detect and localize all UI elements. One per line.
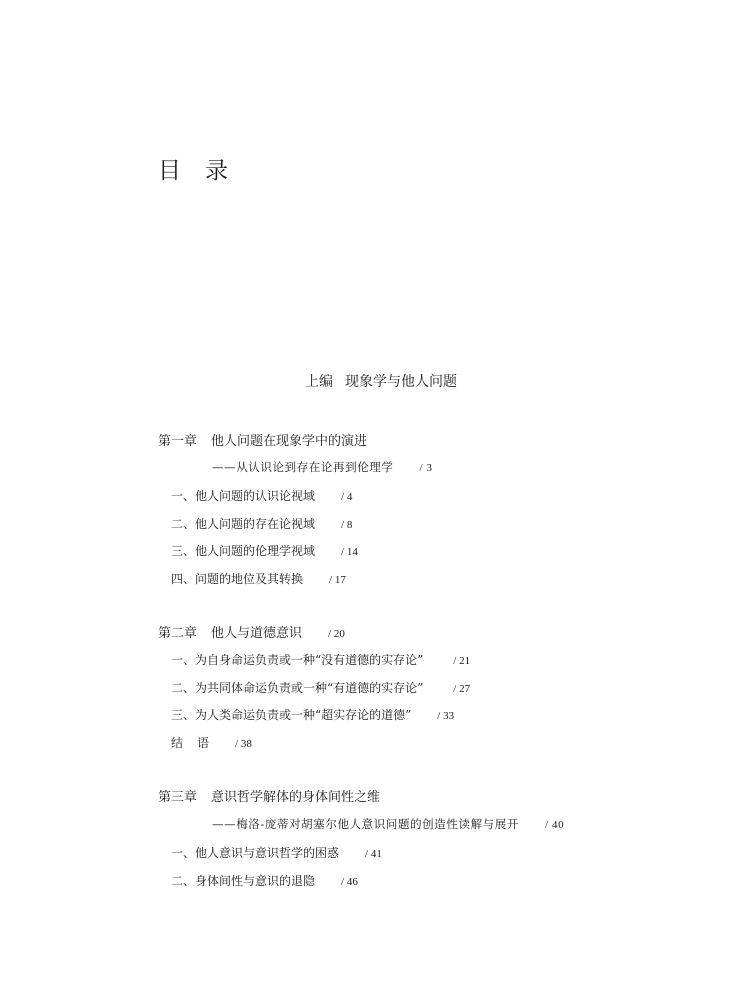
chapter-title: 他人问题在现象学中的演进 [211,434,368,449]
chapter-label: 第一章 [158,434,198,449]
entry-text: 三、他人问题的伦理学视域 [171,544,316,558]
subtitle-text: ——梅洛-庞蒂对胡塞尔他人意识问题的创造性读解与展开 [212,817,519,831]
toc-title [158,152,230,185]
chapter-heading [158,430,367,449]
toc-entry [171,515,352,532]
entry-text: 一、他人问题的认识论视域 [171,489,316,503]
page-number: / 27 [453,683,471,695]
toc-entry [171,679,470,696]
page-number: / 38 [235,738,252,750]
entry-text: 二、为共同体命运负责或一种“有道德的实存论” [171,681,424,695]
toc-entry [171,706,454,723]
chapter-heading [158,786,380,805]
conclusion-char: 语 [197,736,210,750]
page-number: / 41 [365,848,382,860]
subtitle-text: ——从认识论到存在论再到伦理学 [212,460,394,474]
page-number: / 3 [419,462,433,474]
toc-entry [171,570,346,587]
entry-text: 三、为人类命运负责或一种“超实存论的道德” [171,708,412,722]
toc-entry [171,487,352,504]
part-heading [305,371,457,391]
toc-entry [171,542,358,559]
page-number: / 46 [341,876,358,888]
chapter-subtitle [212,816,564,832]
chapter-label: 第二章 [158,626,198,641]
entry-text: 一、他人意识与意识哲学的困惑 [171,846,340,860]
entry-text: 二、身体间性与意识的退隐 [171,874,316,888]
entry-text: 一、为自身命运负责或一种“没有道德的实存论” [171,653,424,667]
page-number: / 14 [341,546,358,558]
chapter-label: 第三章 [158,790,198,805]
page-number: / 40 [544,819,565,831]
chapter-title: 意识哲学解体的身体间性之维 [211,790,381,805]
part-label: 上编 [305,374,333,390]
toc-title-char: 录 [205,158,230,184]
page-number: / 8 [341,519,353,531]
page-number: / 20 [328,628,345,640]
toc-entry-conclusion [171,734,252,751]
page-number: / 33 [437,710,455,722]
entry-text: 四、问题的地位及其转换 [171,572,304,586]
page-number: / 21 [453,655,471,667]
toc-title-char: 目 [158,158,183,184]
chapter-heading [158,622,345,641]
page-number: / 17 [329,574,346,586]
toc-entry [171,872,358,889]
chapter-title: 他人与道德意识 [211,626,303,641]
part-title: 现象学与他人问题 [345,374,457,390]
page-number: / 4 [341,491,353,503]
toc-entry [171,844,382,861]
chapter-subtitle [212,459,433,475]
conclusion-char: 结 [171,736,184,750]
toc-entry [171,651,470,668]
entry-text: 二、他人问题的存在论视域 [171,517,316,531]
